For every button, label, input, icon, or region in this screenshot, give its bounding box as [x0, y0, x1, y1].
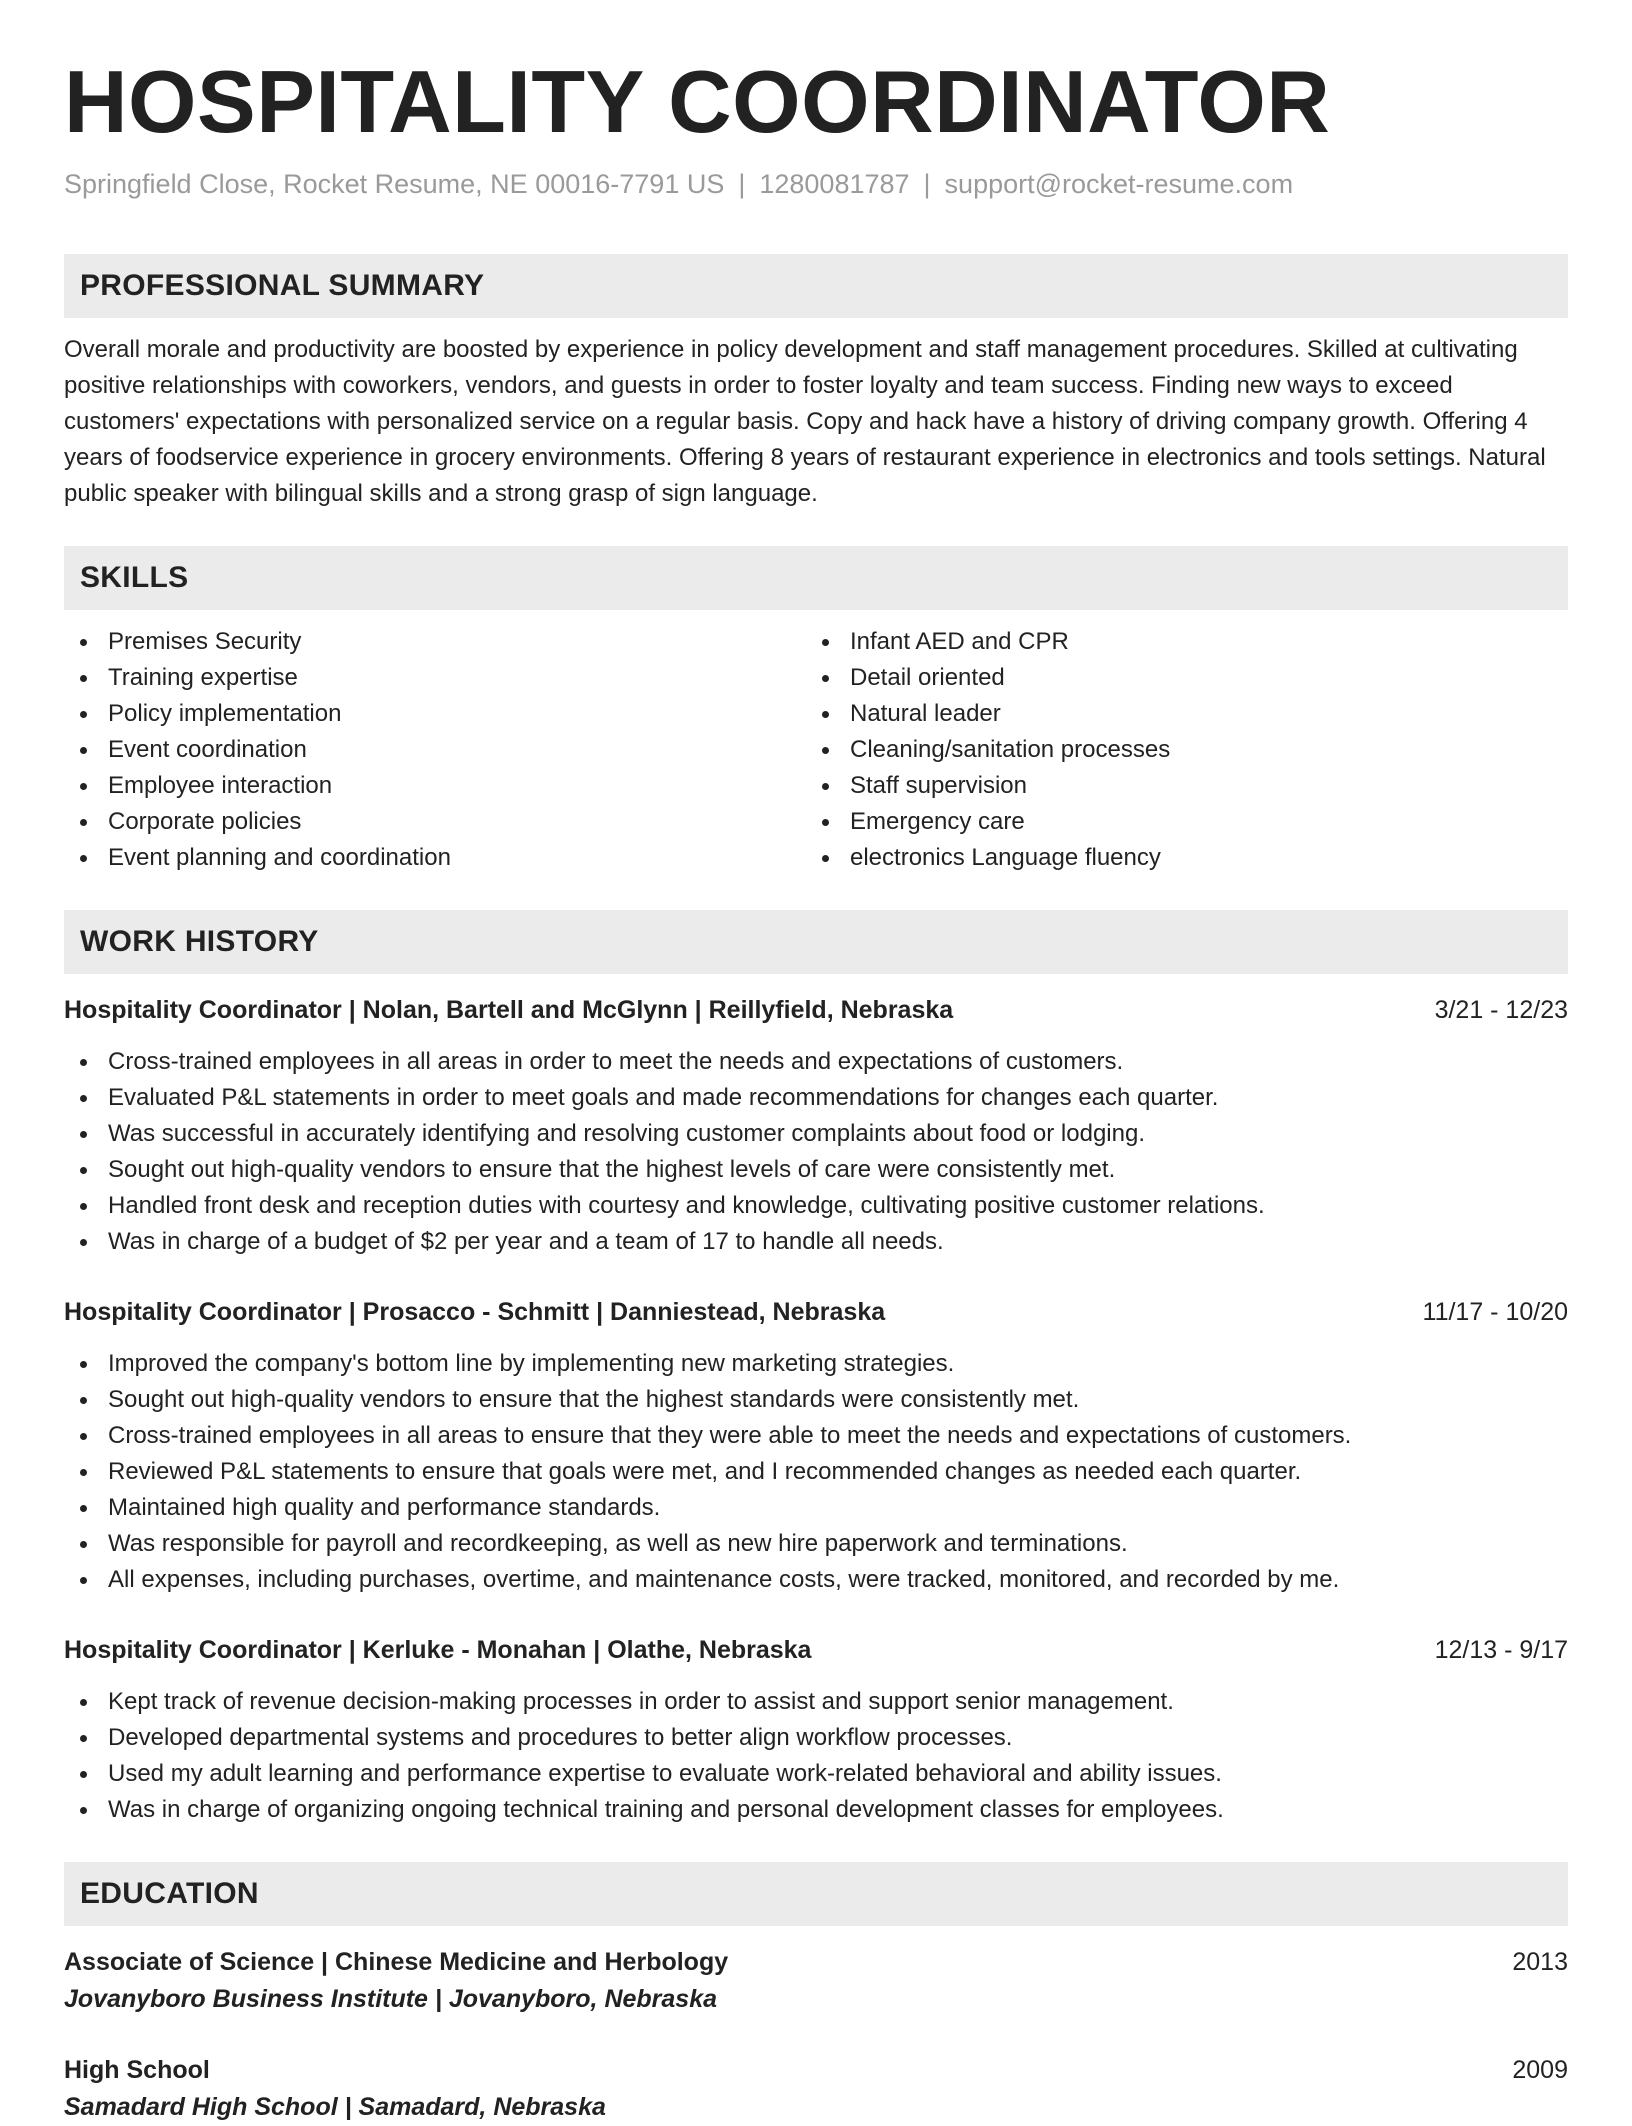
job-header: [64, 1294, 1568, 1330]
education-entry: [64, 1944, 1568, 2018]
education-degree: Associate of Science | Chinese Medicine and Herbology: [64, 1948, 729, 1976]
skill-item: Employee interaction: [64, 768, 806, 804]
job-entry: [64, 1632, 1568, 1828]
job-bullet: Improved the company's bottom line by implementing new marketing strategies.: [64, 1346, 1568, 1382]
education-header: [64, 1944, 1568, 1980]
skill-item: Event coordination: [64, 732, 806, 768]
job-bullet: Reviewed P&L statements to ensure that goals were met, and I recommended changes as needed each quarter.: [64, 1454, 1568, 1490]
job-bullet: All expenses, including purchases, overtime, and maintenance costs, were tracked, monitored, and recorded by me.: [64, 1562, 1568, 1598]
job-bullet: Was in charge of organizing ongoing technical training and personal development classes for employees.: [64, 1792, 1568, 1828]
resume-content: [64, 52, 1568, 2126]
job-bullet: Developed departmental systems and procedures to better align workflow processes.: [64, 1720, 1568, 1756]
skill-item: Natural leader: [806, 696, 1548, 732]
job-header: [64, 1632, 1568, 1668]
job-bullet: Maintained high quality and performance standards.: [64, 1490, 1568, 1526]
job-bullet: Was in charge of a budget of $2 per year and a team of 17 to handle all needs.: [64, 1224, 1568, 1260]
section-heading-education: EDUCATION: [64, 1862, 1568, 1926]
job-dates: 11/17 - 10/20: [1422, 1298, 1568, 1326]
job-header: [64, 992, 1568, 1028]
contact-separator: |: [923, 169, 931, 199]
job-bullet: Evaluated P&L statements in order to meet goals and made recommendations for changes each quarter.: [64, 1080, 1568, 1116]
job-dates: 3/21 - 12/23: [1434, 996, 1568, 1024]
skill-item: Policy implementation: [64, 696, 806, 732]
skill-item: Premises Security: [64, 624, 806, 660]
job-bullets: [64, 1684, 1568, 1828]
job-entry: [64, 1294, 1568, 1598]
skill-item: Corporate policies: [64, 804, 806, 840]
skill-item: Event planning and coordination: [64, 840, 806, 876]
contact-phone: 1280081787: [759, 169, 910, 199]
skills-grid: [64, 624, 1568, 876]
skill-item: Training expertise: [64, 660, 806, 696]
job-dates: 12/13 - 9/17: [1434, 1636, 1568, 1664]
job-title: Hospitality Coordinator | Kerluke - Monahan | Olathe, Nebraska: [64, 1636, 812, 1664]
skill-item: Staff supervision: [806, 768, 1548, 804]
education-degree: High School: [64, 2056, 210, 2084]
education-header: [64, 2052, 1568, 2088]
job-bullet: Sought out high-quality vendors to ensure that the highest levels of care were consistently met.: [64, 1152, 1568, 1188]
job-bullet: Sought out high-quality vendors to ensure that the highest standards were consistently met.: [64, 1382, 1568, 1418]
job-title: Hospitality Coordinator | Prosacco - Schmitt | Danniestead, Nebraska: [64, 1298, 886, 1326]
contact-address: Springfield Close, Rocket Resume, NE 00016-7791 US: [64, 169, 725, 199]
job-bullet: Cross-trained employees in all areas to ensure that they were able to meet the needs and expectations of customers.: [64, 1418, 1568, 1454]
skills-list-right: [806, 624, 1548, 876]
education-year: 2013: [1512, 1948, 1568, 1976]
skill-item: Cleaning/sanitation processes: [806, 732, 1548, 768]
summary-text: Overall morale and productivity are boosted by experience in policy development and staff management procedures. Skilled at cultivating positive relationships with coworkers, vendors, and guests in order to foster loyalty and team success. Finding new ways to exceed customers' expectations with personalized service on a regular basis. Copy and hack have a history of driving company growth. Offering 4 years of foodservice experience in grocery environments. Offering 8 years of restaurant experience in electronics and tools settings. Natural public speaker with bilingual skills and a strong grasp of sign language.: [64, 336, 1546, 507]
job-bullets: [64, 1044, 1568, 1260]
job-bullet: Was responsible for payroll and recordkeeping, as well as new hire paperwork and terminations.: [64, 1526, 1568, 1562]
skill-item: electronics Language fluency: [806, 840, 1548, 876]
contact-line: [64, 166, 1568, 202]
section-heading-work-history: WORK HISTORY: [64, 910, 1568, 974]
education-year: 2009: [1512, 2056, 1568, 2084]
job-bullet: Handled front desk and reception duties with courtesy and knowledge, cultivating positive customer relations.: [64, 1188, 1568, 1224]
job-bullet: Used my adult learning and performance expertise to evaluate work-related behavioral and ability issues.: [64, 1756, 1568, 1792]
section-heading-skills: SKILLS: [64, 546, 1568, 610]
section-heading-summary: PROFESSIONAL SUMMARY: [64, 254, 1568, 318]
skill-item: Detail oriented: [806, 660, 1548, 696]
education-school: Samadard High School | Samadard, Nebraska: [64, 2093, 606, 2121]
resume-name: HOSPITALITY COORDINATOR: [64, 52, 1331, 151]
job-bullet: Cross-trained employees in all areas in order to meet the needs and expectations of customers.: [64, 1044, 1568, 1080]
job-bullet: Was successful in accurately identifying and resolving customer complaints about food or lodging.: [64, 1116, 1568, 1152]
education-school: Jovanyboro Business Institute | Jovanyboro, Nebraska: [64, 1985, 718, 2013]
contact-separator: |: [738, 169, 746, 199]
job-title: Hospitality Coordinator | Nolan, Bartell and McGlynn | Reillyfield, Nebraska: [64, 996, 954, 1024]
skill-item: Infant AED and CPR: [806, 624, 1548, 660]
job-entry: [64, 992, 1568, 1260]
skill-item: Emergency care: [806, 804, 1548, 840]
job-bullet: Kept track of revenue decision-making processes in order to assist and support senior management.: [64, 1684, 1568, 1720]
contact-email[interactable]: support@rocket-resume.com: [944, 169, 1294, 199]
skills-list-left: [64, 624, 806, 876]
education-entry: [64, 2052, 1568, 2126]
job-bullets: [64, 1346, 1568, 1598]
